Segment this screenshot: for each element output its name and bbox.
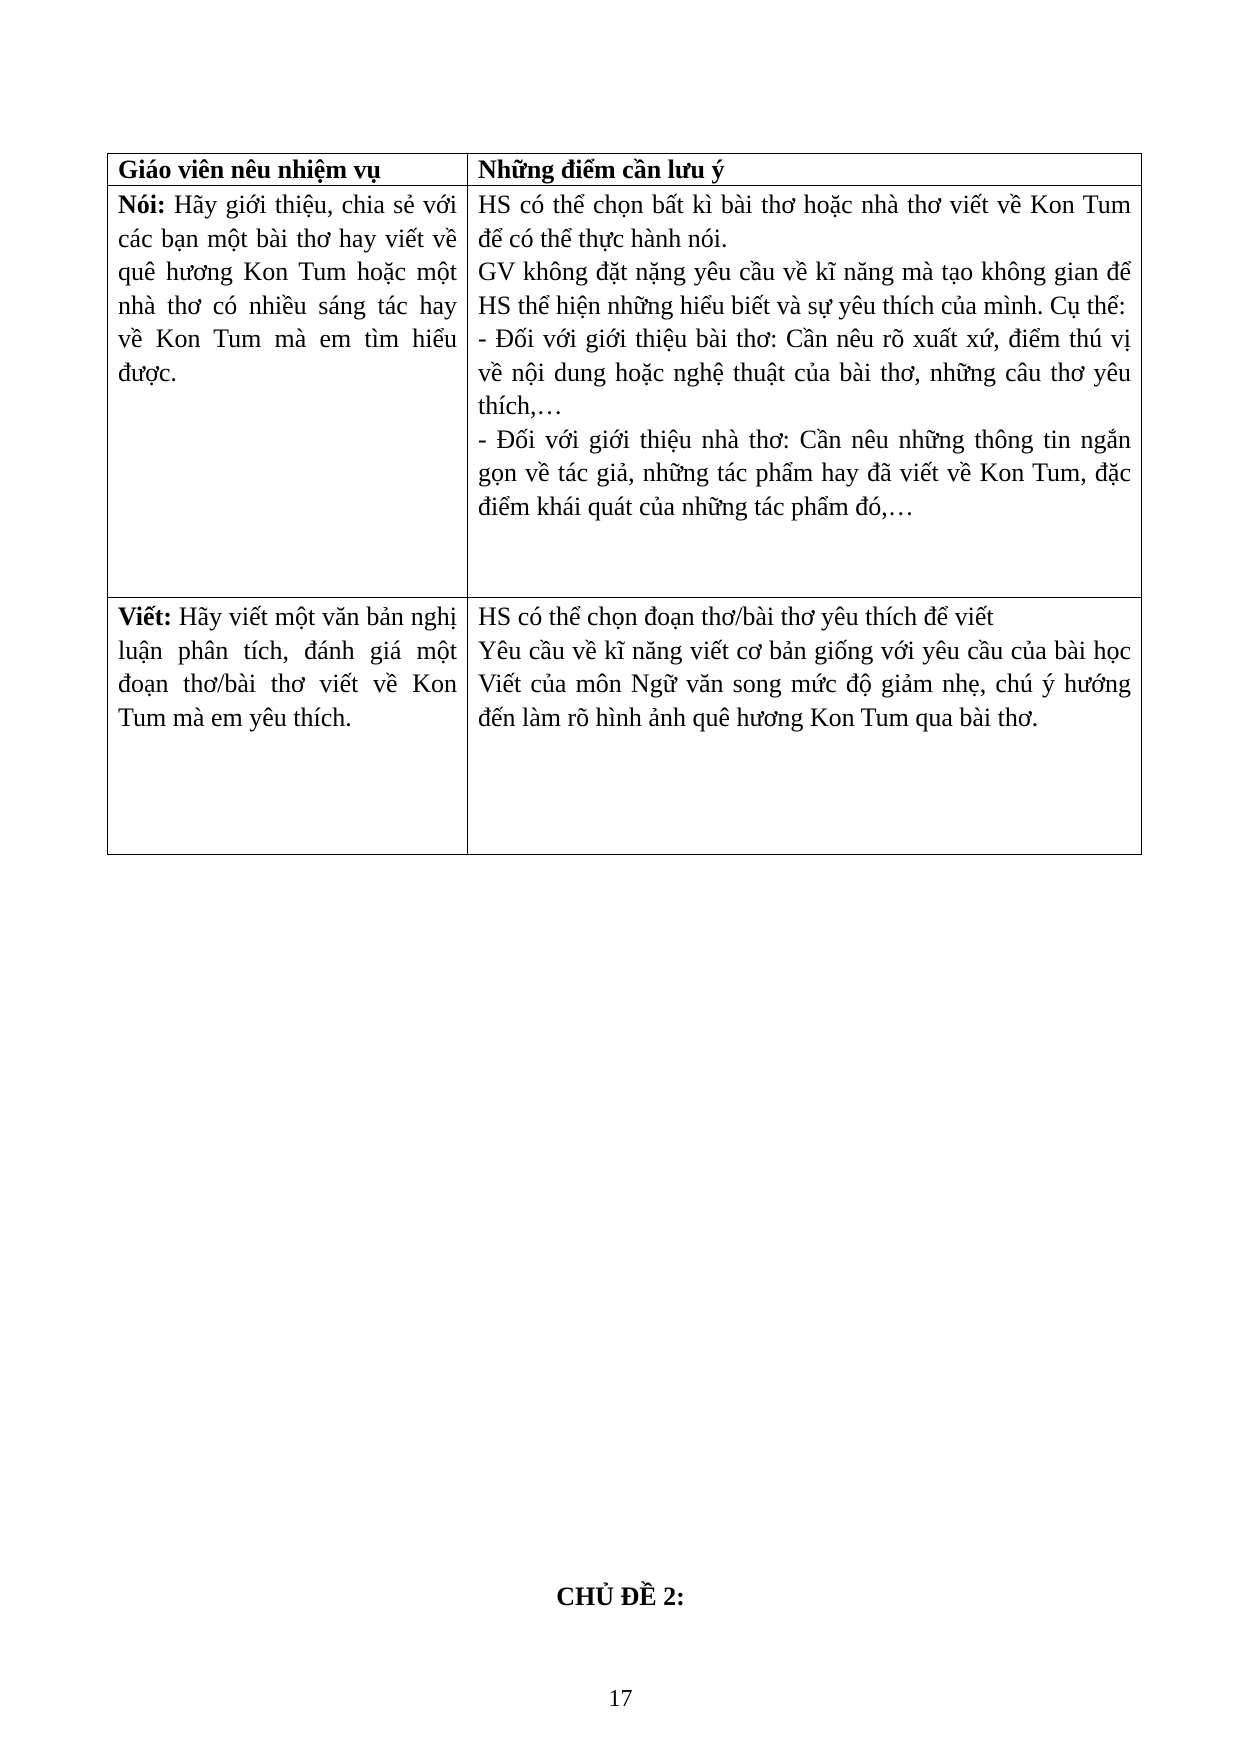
- task-text: Hãy giới thiệu, chia sẻ với các bạn một bài thơ hay viết về quê hương Kon Tum hoặc một nhà thơ có nhiều sáng tác hay về Kon Tum mà em tìm hiểu được.: [118, 190, 457, 387]
- note-line: - Đối với giới thiệu nhà thơ: Cần nêu những thông tin ngắn gọn về tác giả, những tác phẩm hay đã viết về Kon Tum, đặc điểm khái quát của những tác phẩm đó,…: [478, 424, 1131, 521]
- notes-cell-speaking: [468, 186, 1142, 598]
- notes-cell-writing: [468, 598, 1142, 855]
- note-line: GV không đặt nặng yêu cầu về kĩ năng mà tạo không gian để HS thể hiện những hiểu biết và sự yêu thích của mình. Cụ thể:: [478, 257, 1131, 320]
- page-number: 17: [608, 1686, 633, 1712]
- table-row: [108, 598, 1142, 855]
- note-line: - Đối với giới thiệu bài thơ: Cần nêu rõ xuất xứ, điểm thú vị về nội dung hoặc nghệ thuật của bài thơ, những câu thơ yêu thích,…: [478, 324, 1131, 420]
- note-line: HS có thể chọn bất kì bài thơ hoặc nhà thơ viết về Kon Tum để có thể thực hành nói.: [478, 190, 1131, 253]
- table-row: [108, 186, 1142, 598]
- task-label: Nói:: [118, 190, 166, 219]
- task-text: Hãy viết một văn bản nghị luận phân tích, đánh giá một đoạn thơ/bài thơ viết về Kon Tum mà em yêu thích.: [118, 602, 457, 732]
- header-teacher-task: Giáo viên nêu nhiệm vụ: [108, 154, 468, 186]
- task-cell-speaking: [108, 186, 468, 598]
- note-line: Yêu cầu về kĩ năng viết cơ bản giống với yêu cầu của bài học Viết của môn Ngữ văn song mức độ giảm nhẹ, chú ý hướng đến làm rõ hình ảnh quê hương Kon Tum qua bài thơ.: [478, 635, 1131, 732]
- task-table: [107, 153, 1142, 855]
- task-cell-writing: [108, 598, 468, 855]
- table-header-row: [108, 154, 1142, 186]
- topic-heading: CHỦ ĐỀ 2:: [556, 1582, 685, 1611]
- header-notes: Những điểm cần lưu ý: [468, 154, 1142, 186]
- task-label: Viết:: [118, 602, 172, 631]
- note-line: HS có thể chọn đoạn thơ/bài thơ yêu thích để viết: [478, 602, 994, 631]
